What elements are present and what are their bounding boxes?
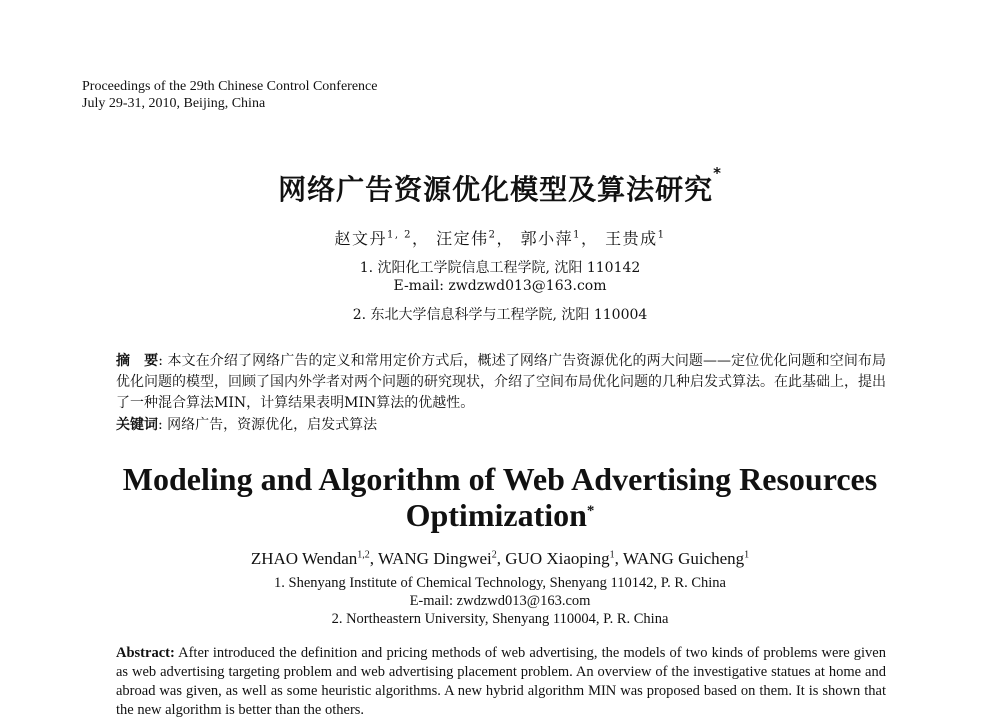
author-name: WANG Guicheng	[622, 549, 745, 568]
author-name: ZHAO Wendan	[250, 549, 358, 568]
proceedings-header	[82, 78, 377, 112]
chinese-keywords-label: 关键词	[116, 417, 158, 433]
chinese-keywords	[116, 414, 377, 434]
chinese-keywords-text: : 网络广告，资源优化，启发式算法	[158, 417, 378, 433]
author-sep: ，	[581, 229, 599, 248]
proceedings-title: Proceedings of the 29th Chinese Control Conference	[82, 79, 378, 94]
proceedings-date: July 29-31, 2010, Beijing, China	[82, 96, 266, 111]
author-sup: 1	[573, 229, 582, 241]
author-sup: 1, 2	[386, 229, 413, 241]
english-affiliation-2: 2. Northeastern University, Shenyang 110004, P. R. China	[331, 611, 669, 627]
author-sep: ,	[369, 549, 378, 568]
english-title-line2: Optimization	[405, 497, 587, 533]
author-sup: 1	[744, 549, 750, 561]
chinese-title	[0, 164, 1000, 208]
author-sep: ,	[614, 549, 623, 568]
author-name: GUO Xiaoping	[505, 549, 610, 568]
author-name: 郭小萍	[520, 229, 574, 248]
author-sep: ，	[496, 229, 515, 248]
chinese-abstract	[116, 351, 886, 414]
english-abstract-label: Abstract:	[116, 645, 175, 661]
author-name: WANG Dingwei	[377, 549, 492, 568]
chinese-affiliation-1: 1. 沈阳化工学院信息工程学院, 沈阳 110142	[359, 260, 641, 276]
english-authors	[0, 549, 1000, 569]
author-name: 赵文丹	[334, 229, 387, 248]
author-sup: 1	[657, 229, 666, 241]
chinese-title-text: 网络广告资源优化模型及算法研究	[278, 173, 714, 206]
author-sep: ,	[496, 549, 506, 568]
english-title-mark: *	[586, 503, 595, 519]
english-abstract-text: After introduced the definition and pricing methods of web advertising, the models of two kinds of problems were given as web advertising targeting problem and web advertising placement problem. An overview of the investigative statues at home and abroad was given, as well as some heuristic algorithms. A new hybrid algorithm MIN was proposed based on them. It is shown that the new algorithm is better than the others.	[116, 645, 886, 718]
chinese-affiliation-2: 2. 东北大学信息科学与工程学院, 沈阳 110004	[352, 307, 648, 323]
chinese-title-mark: *	[713, 164, 722, 182]
author-sep: ，	[412, 229, 430, 248]
chinese-authors	[0, 226, 1000, 249]
author-sup: 1	[609, 549, 615, 561]
author-sup: 2	[488, 229, 497, 241]
author-sup: 2	[491, 549, 497, 561]
chinese-abstract-label: 摘 要	[116, 353, 159, 369]
author-name: 汪定伟	[436, 229, 489, 248]
english-email: E-mail: zwdzwd013@163.com	[409, 593, 591, 609]
chinese-email: E-mail: zwdzwd013@163.com	[393, 278, 607, 294]
english-affiliation-1: 1. Shenyang Institute of Chemical Technology, Shenyang 110142, P. R. China	[274, 575, 726, 591]
english-title	[0, 461, 1000, 533]
chinese-abstract-text: : 本文在介绍了网络广告的定义和常用定价方式后，概述了网络广告资源优化的两大问题——定位优化问题和空间布局优化问题的模型，回顾了国内外学者对两个问题的研究现状，介绍了空间布局优化问题的几种启发式算法。在此基础上，提出了一种混合算法MIN，计算结果表明MIN算法的优越性。	[116, 353, 887, 411]
english-abstract	[116, 644, 886, 720]
author-sup: 1,2	[357, 549, 370, 561]
author-name: 王贵成	[605, 229, 658, 248]
english-title-line1: Modeling and Algorithm of Web Advertising Resources	[122, 461, 878, 497]
